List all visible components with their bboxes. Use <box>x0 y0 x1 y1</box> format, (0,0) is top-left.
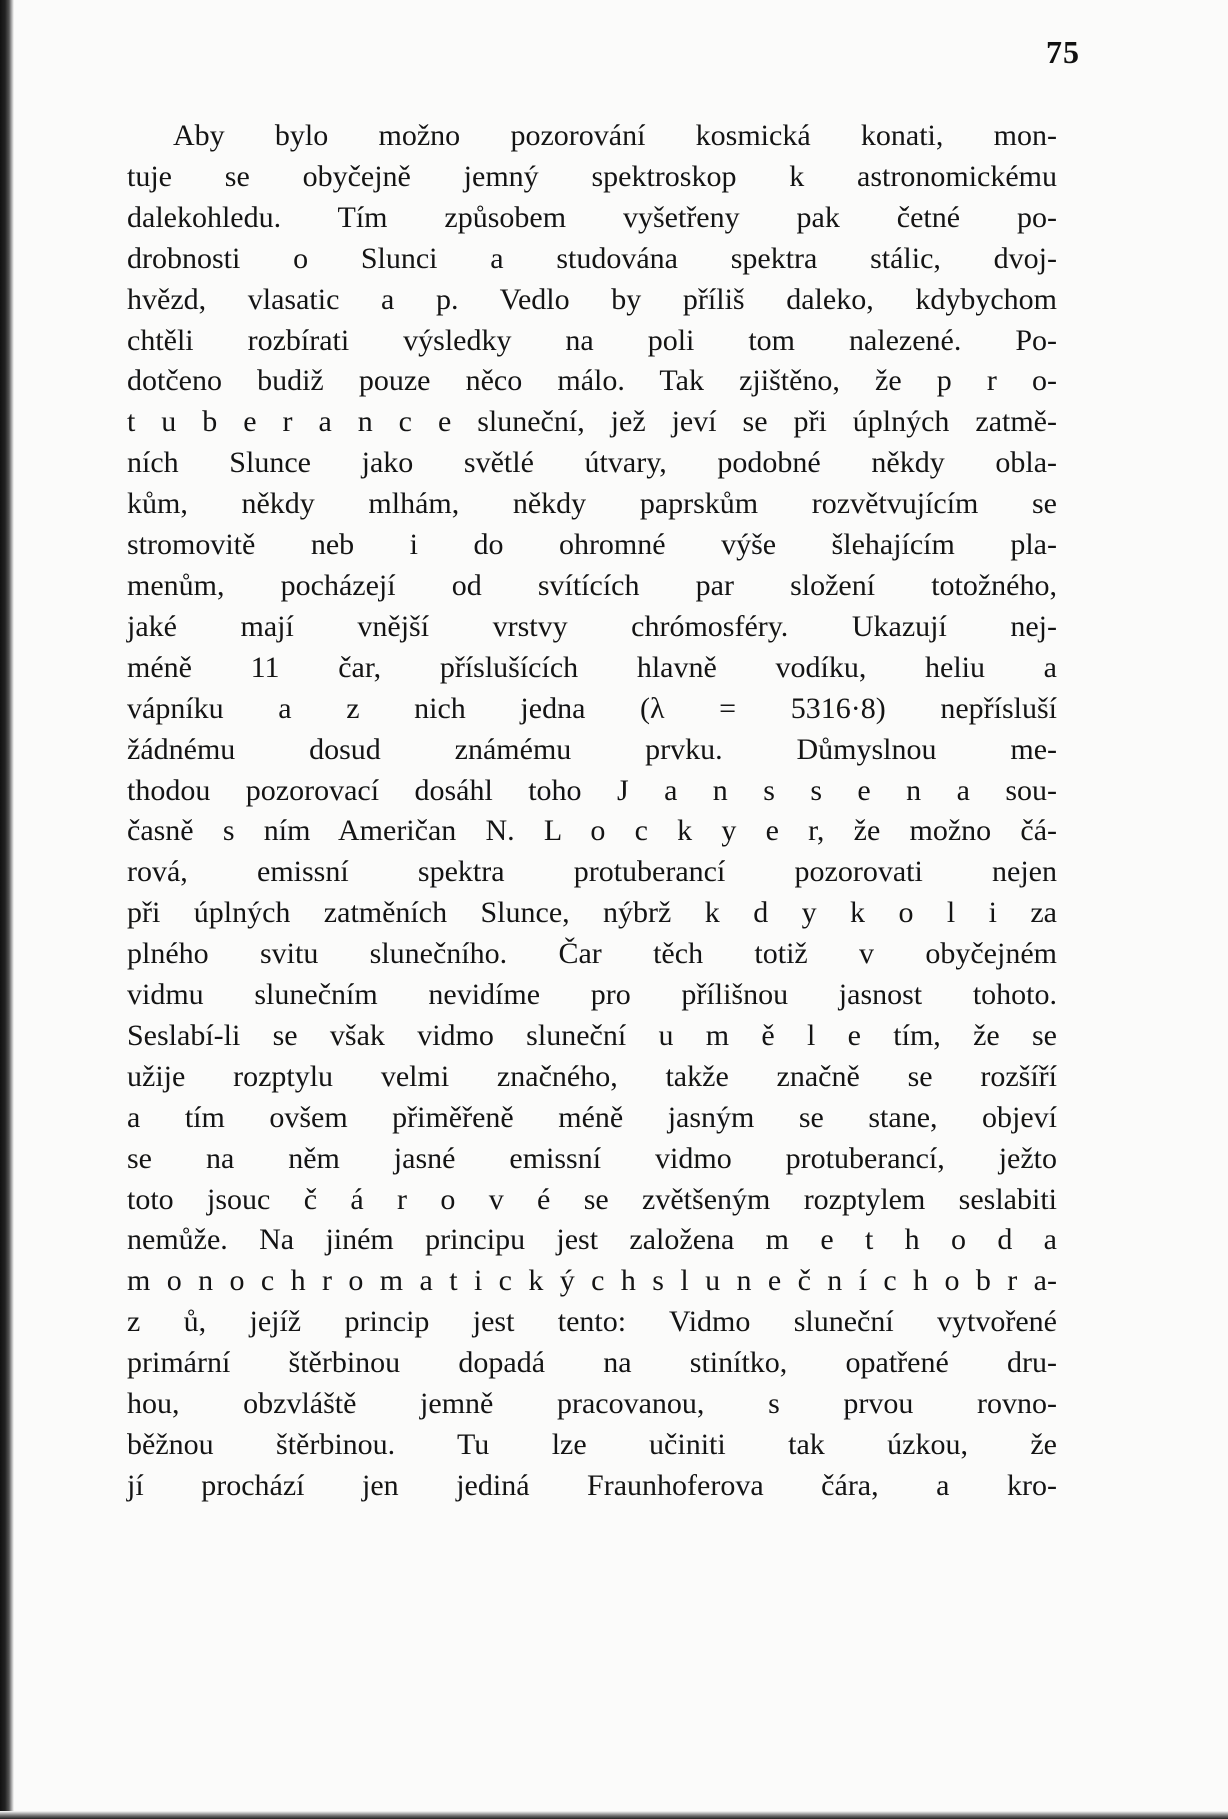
text-line: rová, emissní spektra protuberancí pozorovati nejen <box>127 855 1057 889</box>
text-line: dotčeno budiž pouze něco málo. Tak zjištěno, že p r o- <box>127 364 1057 398</box>
text-line: vápníku a z nich jedna (λ = 5316·8) nepřísluší <box>127 691 1057 725</box>
text-line: toto jsouc č á r o v é se zvětšeným rozptylem seslabiti <box>127 1182 1057 1216</box>
text-line: se na něm jasné emissní vidmo protuberancí, ježto <box>127 1141 1057 1175</box>
text-line: stromovitě neb i do ohromné výše šlehajícím pla- <box>127 528 1057 562</box>
text-line: běžnou štěrbinou. Tu lze učiniti tak úzkou, že <box>127 1428 1057 1461</box>
text-line: kům, někdy mlhám, někdy paprskům rozvětvujícím se <box>127 487 1057 521</box>
page-binding-edge <box>0 0 14 1819</box>
text-line: žádnému dosud známému prvku. Důmyslnou me- <box>127 732 1057 766</box>
body-text <box>127 116 1057 1507</box>
text-line: dalekohledu. Tím způsobem vyšetřeny pak četné po- <box>127 200 1057 234</box>
text-line: menům, pocházejí od svítících par složení totožného, <box>127 568 1057 602</box>
text-line: t u b e r a n c e sluneční, jež jeví se při úplných zatmě- <box>127 405 1057 439</box>
text-line: Seslabí-li se však vidmo sluneční u m ě l e tím, že se <box>127 1018 1057 1052</box>
text-line: drobnosti o Slunci a studována spektra stálic, dvoj- <box>127 241 1057 275</box>
text-line: při úplných zatměních Slunce, nýbrž k d y k o l i za <box>127 896 1057 930</box>
text-line: hvězd, vlasatic a p. Vedlo by příliš daleko, kdybychom <box>127 282 1057 316</box>
text-line: tuje se obyčejně jemný spektroskop k astronomickému <box>127 159 1057 193</box>
text-line: Aby bylo možno pozorování kosmická konati, mon- <box>173 119 1057 152</box>
page-bottom-edge <box>0 1811 1228 1819</box>
text-line: nemůže. Na jiném principu jest založena m e t h o d a <box>127 1223 1057 1257</box>
text-line: užije rozptylu velmi značného, takže značně se rozšíří <box>127 1059 1057 1093</box>
text-line: jí prochází jen jediná Fraunhoferova čára, a kro- <box>127 1468 1057 1502</box>
text-line: hou, obzvláště jemně pracovanou, s prvou rovno- <box>127 1387 1057 1421</box>
text-line: méně 11 čar, příslušících hlavně vodíku, heliu a <box>127 650 1057 684</box>
text-line: primární štěrbinou dopadá na stinítko, opatřené dru- <box>127 1346 1057 1380</box>
text-line: thodou pozorovací dosáhl toho J a n s s e n a sou- <box>127 773 1057 807</box>
page-number: 75 <box>1046 34 1080 70</box>
text-line: ních Slunce jako světlé útvary, podobné někdy obla- <box>127 446 1057 480</box>
text-line: vidmu slunečním nevidíme pro přílišnou jasnost tohoto. <box>127 978 1057 1012</box>
text-line: chtěli rozbírati výsledky na poli tom nalezené. Po- <box>127 323 1057 357</box>
text-line: a tím ovšem přiměřeně méně jasným se stane, objeví <box>127 1100 1057 1134</box>
text-line: m o n o c h r o m a t i c k ý c h s l u n e č n í c h o b r a- <box>127 1264 1057 1298</box>
text-line: jaké mají vnější vrstvy chrómosféry. Ukazují nej- <box>127 609 1057 643</box>
text-line: z ů, jejíž princip jest tento: Vidmo sluneční vytvořené <box>127 1305 1057 1339</box>
text-line: plného svitu slunečního. Čar těch totiž v obyčejném <box>127 937 1057 971</box>
text-line: časně s ním Američan N. L o c k y e r, že možno čá- <box>127 814 1057 848</box>
